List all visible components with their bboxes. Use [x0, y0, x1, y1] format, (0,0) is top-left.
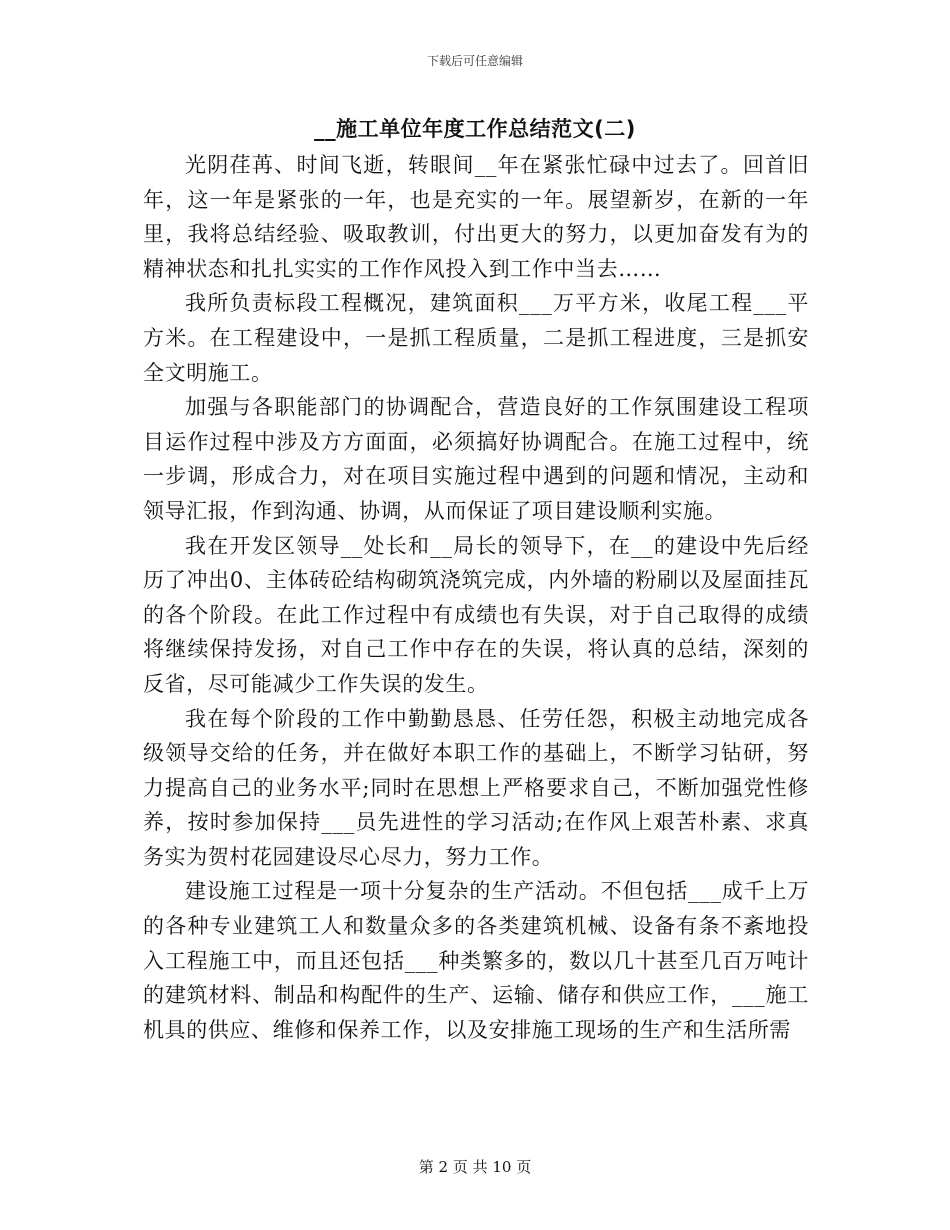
paragraph: 建设施工过程是一项十分复杂的生产活动。不但包括___成千上万的各种专业建筑工人和数量众多的各类建筑机械、设备有条不紊地投入工程施工中，而且还包括___种类繁多的，数以几十甚至几百万吨计的建筑材料、制品和构配件的生产、运输、储存和供应工作，___施工机具的供应、维修和保养工作，以及安排施工现场的生产和生活所需 [143, 879, 809, 1042]
paragraph: 我所负责标段工程概况，建筑面积___万平方米，收尾工程___平方米。在工程建设中，一是抓工程质量，二是抓工程进度，三是抓安全文明施工。 [143, 291, 809, 385]
page-footer: 第 2 页 共 10 页 [418, 1158, 532, 1176]
header-note: 下载后可任意编辑 [426, 54, 523, 68]
paragraph: 我在每个阶段的工作中勤勤恳恳、任劳任怨，积极主动地完成各级领导交给的任务，并在做好本职工作的基础上，不断学习钻研，努力提高自己的业务水平;同时在思想上严格要求自己，不断加强党性修养，按时参加保持___员先进性的学习活动;在作风上艰苦朴素、求真务实为贺村花园建设尽心尽力，努力工作。 [143, 706, 809, 869]
paragraph: 我在开发区领导__处长和__局长的领导下，在__的建设中先后经历了冲出0、主体砖砼结构砌筑浇筑完成，内外墙的粉刷以及屋面挂瓦的各个阶段。在此工作过程中有成绩也有失误，对于自己取得的成绩将继续保持发扬，对自己工作中存在的失误，将认真的总结，深刻的反省，尽可能减少工作失误的发生。 [143, 533, 809, 696]
document-title: __施工单位年度工作总结范文(二) [314, 117, 636, 141]
paragraph: 加强与各职能部门的协调配合，营造良好的工作氛围建设工程项目运作过程中涉及方方面面，必须搞好协调配合。在施工过程中，统一步调，形成合力，对在项目实施过程中遇到的问题和情况，主动和领导汇报，作到沟通、协调，从而保证了项目建设顺利实施。 [143, 395, 809, 523]
paragraph: 光阴荏苒、时间飞逝，转眼间__年在紧张忙碌中过去了。回首旧年，这一年是紧张的一年，也是充实的一年。展望新岁，在新的一年里，我将总结经验、吸取教训，付出更大的努力，以更加奋发有为的精神状态和扎扎实实的工作作风投入到工作中当去…… [143, 153, 809, 281]
document-body [143, 148, 809, 1047]
